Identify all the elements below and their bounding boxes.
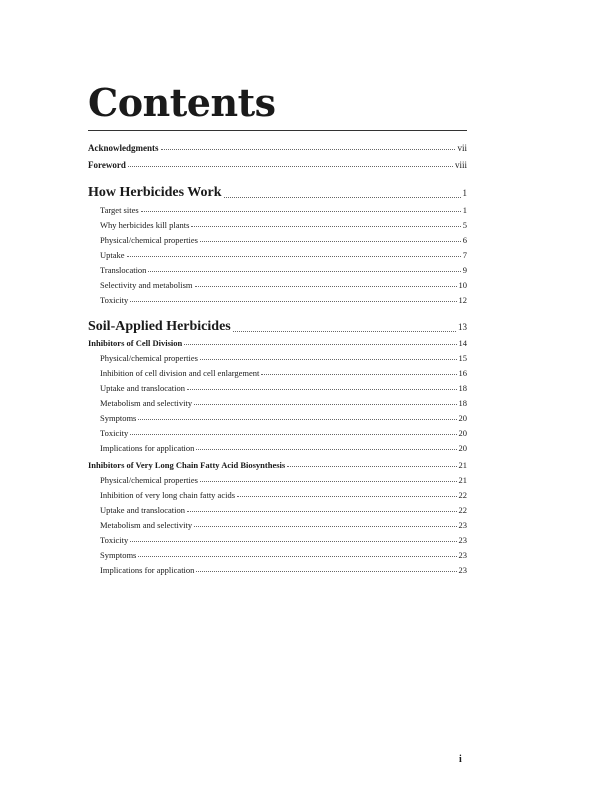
toc-item-label: Target sites: [100, 205, 139, 215]
dot-leader: [191, 226, 460, 227]
toc-item-label: Uptake and translocation: [100, 383, 185, 393]
toc-item[interactable]: [100, 250, 467, 260]
toc-item[interactable]: [100, 353, 467, 363]
toc-item-label: Metabolism and selectivity: [100, 520, 193, 530]
toc-item-label: Selectivity and metabolism: [100, 280, 193, 290]
toc-item-page: 1: [462, 205, 467, 215]
dot-leader: [138, 419, 456, 420]
toc-item-page: 23: [458, 535, 467, 545]
toc-item-page: 23: [458, 520, 467, 530]
toc-item-page: 20: [458, 428, 467, 438]
toc-section-how-herbicides-work[interactable]: [88, 185, 467, 201]
toc-entry-label: Acknowledgments: [88, 143, 159, 153]
toc-item-label: Inhibition of cell division and cell enlargement: [100, 368, 260, 378]
toc-item-page: 20: [458, 443, 467, 453]
toc-item-label: Symptoms: [100, 413, 137, 423]
toc-entry-label: Foreword: [88, 160, 126, 170]
toc-item-label: Implications for application: [100, 565, 195, 575]
toc-item-label: Toxicity: [100, 295, 129, 305]
dot-leader: [200, 241, 461, 242]
toc-item-page: 18: [458, 398, 467, 408]
toc-item[interactable]: [100, 505, 467, 515]
toc-item-page: 18: [458, 383, 467, 393]
toc-group-page: 21: [458, 460, 467, 470]
dot-leader: [184, 344, 456, 345]
dot-leader: [187, 389, 457, 390]
toc-item-label: Symptoms: [100, 550, 137, 560]
toc-item-label: Toxicity: [100, 428, 129, 438]
toc-item[interactable]: [100, 520, 467, 530]
dot-leader: [196, 571, 456, 572]
dot-leader: [194, 404, 456, 405]
toc-item-page: 22: [458, 490, 467, 500]
toc-item-label: Implications for application: [100, 443, 195, 453]
toc-item[interactable]: [100, 368, 467, 378]
toc-entry-page: vii: [457, 143, 467, 153]
dot-leader: [130, 301, 456, 302]
dot-leader: [287, 466, 456, 467]
page-number: i: [459, 754, 462, 765]
toc-item[interactable]: [100, 280, 467, 290]
dot-leader: [261, 374, 456, 375]
toc-section-page: 1: [462, 188, 467, 198]
toc-item-page: 6: [462, 235, 467, 245]
toc-item-page: 15: [458, 353, 467, 363]
toc-section-label: How Herbicides Work: [88, 185, 222, 200]
toc-group-label: Inhibitors of Very Long Chain Fatty Acid Biosynthesis: [88, 460, 286, 470]
dot-leader: [128, 166, 453, 167]
toc-item-label: Inhibition of very long chain fatty acids: [100, 490, 236, 500]
toc-item-label: Physical/chemical properties: [100, 353, 198, 363]
toc-item[interactable]: [100, 565, 467, 575]
toc-item-label: Uptake: [100, 250, 125, 260]
toc-item[interactable]: [100, 383, 467, 393]
dot-leader: [148, 271, 460, 272]
toc-item[interactable]: [100, 235, 467, 245]
toc-item[interactable]: [100, 220, 467, 230]
toc-group-label: Inhibitors of Cell Division: [88, 338, 183, 348]
toc-item-label: Physical/chemical properties: [100, 475, 198, 485]
dot-leader: [237, 496, 456, 497]
dot-leader: [224, 197, 461, 198]
toc-entry-foreword[interactable]: [88, 160, 467, 170]
dot-leader: [195, 286, 457, 287]
toc-item-label: Translocation: [100, 265, 147, 275]
toc-item-label: Uptake and translocation: [100, 505, 185, 515]
toc-section-page: 13: [458, 322, 467, 332]
toc-item[interactable]: [100, 475, 467, 485]
toc-item-page: 23: [458, 550, 467, 560]
toc-item-page: 16: [458, 368, 467, 378]
toc-item-page: 5: [462, 220, 467, 230]
toc-item-page: 23: [458, 565, 467, 575]
toc-item[interactable]: [100, 398, 467, 408]
toc-section-label: Soil-Applied Herbicides: [88, 319, 231, 334]
toc-item[interactable]: [100, 490, 467, 500]
toc-item-page: 20: [458, 413, 467, 423]
toc-item[interactable]: [100, 205, 467, 215]
dot-leader: [130, 541, 456, 542]
toc-item-page: 7: [462, 250, 467, 260]
dot-leader: [187, 511, 457, 512]
toc-entry-acknowledgments[interactable]: [88, 143, 467, 153]
dot-leader: [127, 256, 461, 257]
toc-item-page: 9: [462, 265, 467, 275]
dot-leader: [200, 481, 457, 482]
toc-item-page: 22: [458, 505, 467, 515]
dot-leader: [200, 359, 457, 360]
dot-leader: [233, 331, 456, 332]
toc-item[interactable]: [100, 535, 467, 545]
toc-item-label: Metabolism and selectivity: [100, 398, 193, 408]
toc-item[interactable]: [100, 443, 467, 453]
dot-leader: [196, 449, 456, 450]
toc-item[interactable]: [100, 428, 467, 438]
toc-item[interactable]: [100, 265, 467, 275]
dot-leader: [194, 526, 456, 527]
page-title: Contents: [88, 80, 276, 125]
dot-leader: [138, 556, 456, 557]
toc-entry-page: viii: [454, 160, 467, 170]
toc-item[interactable]: [100, 413, 467, 423]
dot-leader: [141, 211, 461, 212]
toc-item-label: Toxicity: [100, 535, 129, 545]
toc-group-inhibitors-of-vlcfa-biosynthesis[interactable]: [88, 460, 467, 470]
dot-leader: [161, 149, 456, 150]
toc-item-page: 12: [458, 295, 467, 305]
dot-leader: [130, 434, 456, 435]
toc-item-page: 10: [458, 280, 467, 290]
toc-item-label: Why herbicides kill plants: [100, 220, 190, 230]
toc-group-page: 14: [458, 338, 467, 348]
toc-item-label: Physical/chemical properties: [100, 235, 198, 245]
toc-item-page: 21: [458, 475, 467, 485]
toc-section-soil-applied-herbicides[interactable]: [88, 319, 467, 335]
toc-group-inhibitors-of-cell-division[interactable]: [88, 338, 467, 348]
toc-item[interactable]: [100, 295, 467, 305]
toc-item[interactable]: [100, 550, 467, 560]
